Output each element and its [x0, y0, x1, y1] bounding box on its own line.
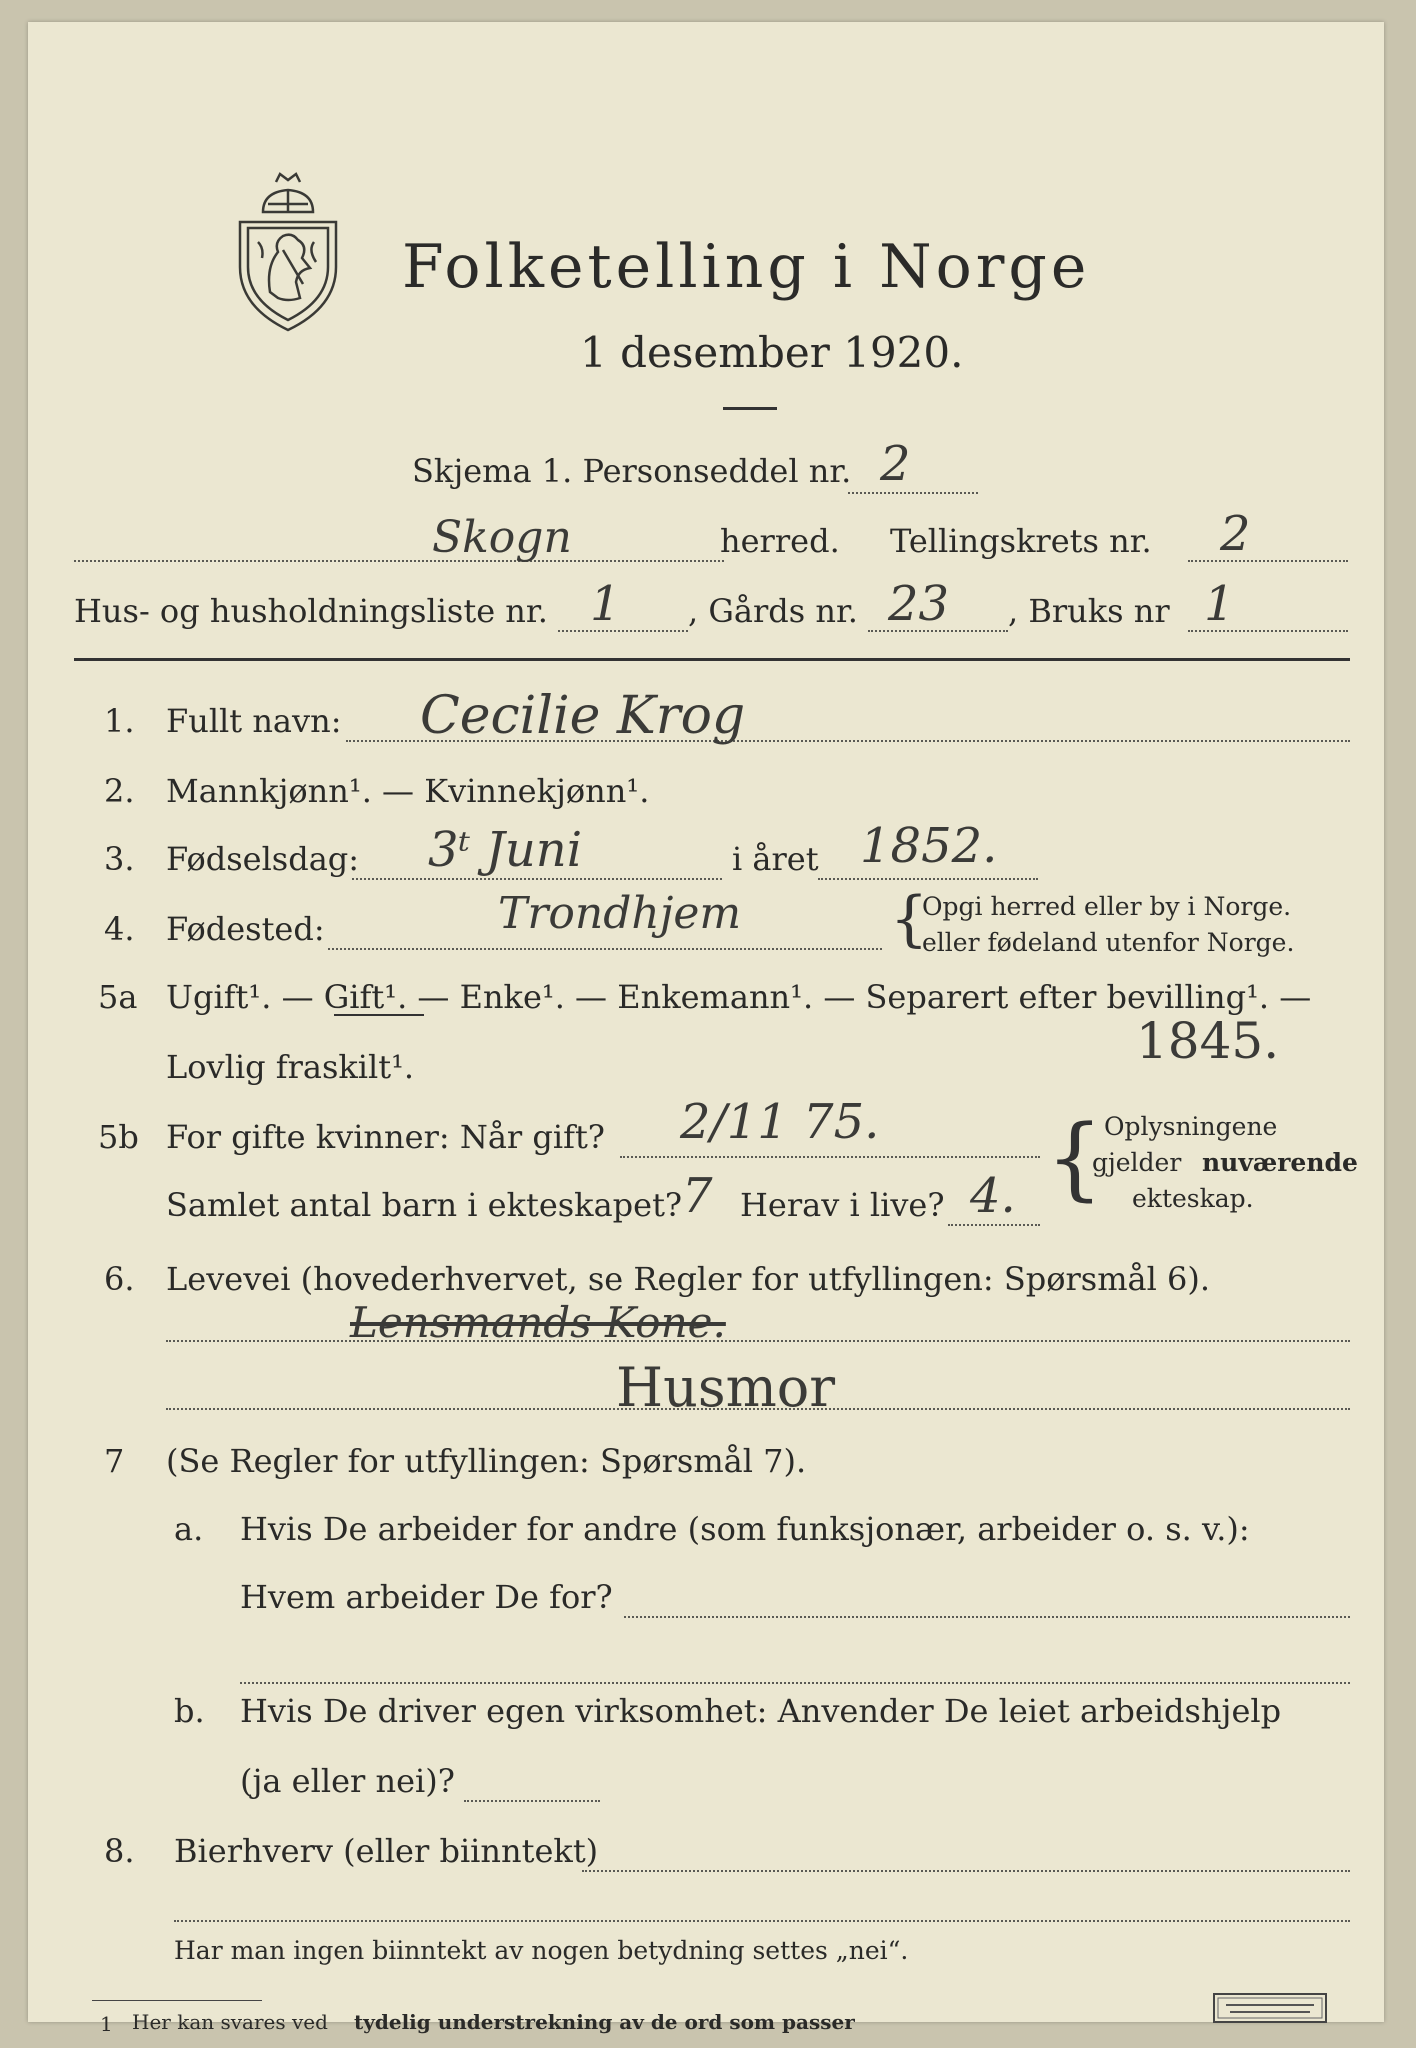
- q1-label: Fullt navn:: [166, 702, 342, 740]
- herred-label: herred.: [720, 522, 840, 560]
- q5a-number: 5a: [98, 978, 138, 1016]
- q7b-line-1: Hvis De driver egen virksomhet: Anvender De leiet arbeidshjelp: [240, 1692, 1282, 1730]
- q6-number: 6.: [104, 1260, 135, 1298]
- full-name-value[interactable]: Cecilie Krog: [420, 686, 746, 746]
- married-date-value[interactable]: 2/11 75.: [680, 1094, 880, 1150]
- footnote-rule: [92, 2000, 262, 2001]
- q5b-note-2b: nuværende: [1202, 1148, 1358, 1177]
- q3-label: Fødselsdag:: [166, 840, 360, 878]
- q8-number: 8.: [104, 1832, 135, 1870]
- birthday-value[interactable]: 3ᵗ Juni: [428, 822, 583, 878]
- q5b-label: For gifte kvinner: Når gift?: [166, 1118, 605, 1156]
- footnote-text: Her kan svares ved: [132, 2010, 328, 2034]
- tellingskrets-value[interactable]: 2: [1220, 506, 1251, 562]
- q7b-line-2: (ja eller nei)?: [240, 1762, 455, 1800]
- q6-label: Levevei (hovederhvervet, se Regler for utfyllingen: Spørsmål 6).: [166, 1260, 1211, 1298]
- alive-value[interactable]: 4.: [970, 1168, 1016, 1224]
- bruks-value[interactable]: 1: [1204, 576, 1235, 632]
- q7a-line-2: Hvem arbeider De for?: [240, 1578, 613, 1616]
- q5b-brace: {: [1046, 1106, 1104, 1211]
- census-form: [28, 22, 1384, 2036]
- bruks-label: , Bruks nr: [1008, 592, 1170, 630]
- tellingskrets-label: Tellingskrets nr.: [890, 522, 1152, 560]
- occupation-struck-value[interactable]: Lensmands Kone.: [350, 1298, 726, 1347]
- q5b-note-1: Oplysningene: [1104, 1112, 1278, 1141]
- q7a-number: a.: [174, 1510, 204, 1548]
- q4-label: Fødested:: [166, 910, 325, 948]
- form-title: Folketelling i Norge: [402, 232, 1091, 302]
- footnote-bold-text: tydelig understrekning av de ord som passer: [354, 2010, 855, 2034]
- q5a-line-2: Lovlig fraskilt¹.: [166, 1048, 415, 1086]
- census-date: 1 desember 1920.: [580, 328, 964, 377]
- q8-note: Har man ingen biinntekt av nogen betydning settes „nei“.: [174, 1936, 909, 1965]
- q7b-number: b.: [174, 1692, 205, 1730]
- alive-label: Herav i live?: [740, 1186, 945, 1224]
- q7-number: 7: [104, 1442, 125, 1480]
- q7a-line-1: Hvis De arbeider for andre (som funksjonær, arbeider o. s. v.):: [240, 1510, 1250, 1548]
- q4-brace: {: [890, 884, 929, 954]
- header-rule: [74, 658, 1350, 661]
- q5a-line-1: Ugift¹. — Gift¹. — Enke¹. — Enkemann¹. — Separert efter bevilling¹. —: [166, 978, 1312, 1016]
- year-label: i året: [732, 840, 819, 878]
- birthplace-value[interactable]: Trondhjem: [498, 888, 742, 939]
- children-label: Samlet antal barn i ekteskapet?: [166, 1186, 683, 1224]
- q2-label: Mannkjønn¹. — Kvinnekjønn¹.: [166, 772, 650, 810]
- husholdningsliste-value[interactable]: 1: [590, 576, 621, 632]
- q8-label: Bierhverv (eller biinntekt): [174, 1832, 599, 1870]
- title-divider: [723, 407, 777, 410]
- q4-note-2: eller fødeland utenfor Norge.: [922, 928, 1295, 957]
- gards-value[interactable]: 23: [888, 576, 950, 632]
- occupation-value[interactable]: Husmor: [616, 1356, 836, 1419]
- q4-note-1: Opgi herred eller by i Norge.: [922, 892, 1292, 921]
- q5b-note-3: ekteskap.: [1132, 1184, 1254, 1213]
- children-value[interactable]: 7: [682, 1168, 713, 1224]
- footnote-mark: 1: [100, 2012, 113, 2036]
- personseddel-number[interactable]: 2: [880, 436, 911, 492]
- herred-value[interactable]: Skogn: [432, 512, 572, 563]
- schema-label: Skjema 1. Personseddel nr.: [412, 452, 852, 490]
- gift-underline: [334, 1014, 424, 1016]
- q4-number: 4.: [104, 910, 135, 948]
- gards-label: , Gårds nr.: [688, 592, 858, 630]
- q1-number: 1.: [104, 702, 135, 740]
- husholdningsliste-label: Hus- og husholdningsliste nr.: [74, 592, 548, 630]
- q5b-note-2a: gjelder: [1092, 1148, 1182, 1177]
- norway-coat-of-arms-icon: [228, 172, 348, 332]
- q5b-number: 5b: [98, 1118, 139, 1156]
- q7-label: (Se Regler for utfyllingen: Spørsmål 7).: [166, 1442, 807, 1480]
- printer-stamp-icon: [1212, 1992, 1328, 2024]
- q3-number: 3.: [104, 840, 135, 878]
- marginal-year[interactable]: 1845.: [1136, 1012, 1280, 1070]
- q2-number: 2.: [104, 772, 135, 810]
- birth-year-value[interactable]: 1852.: [860, 818, 998, 874]
